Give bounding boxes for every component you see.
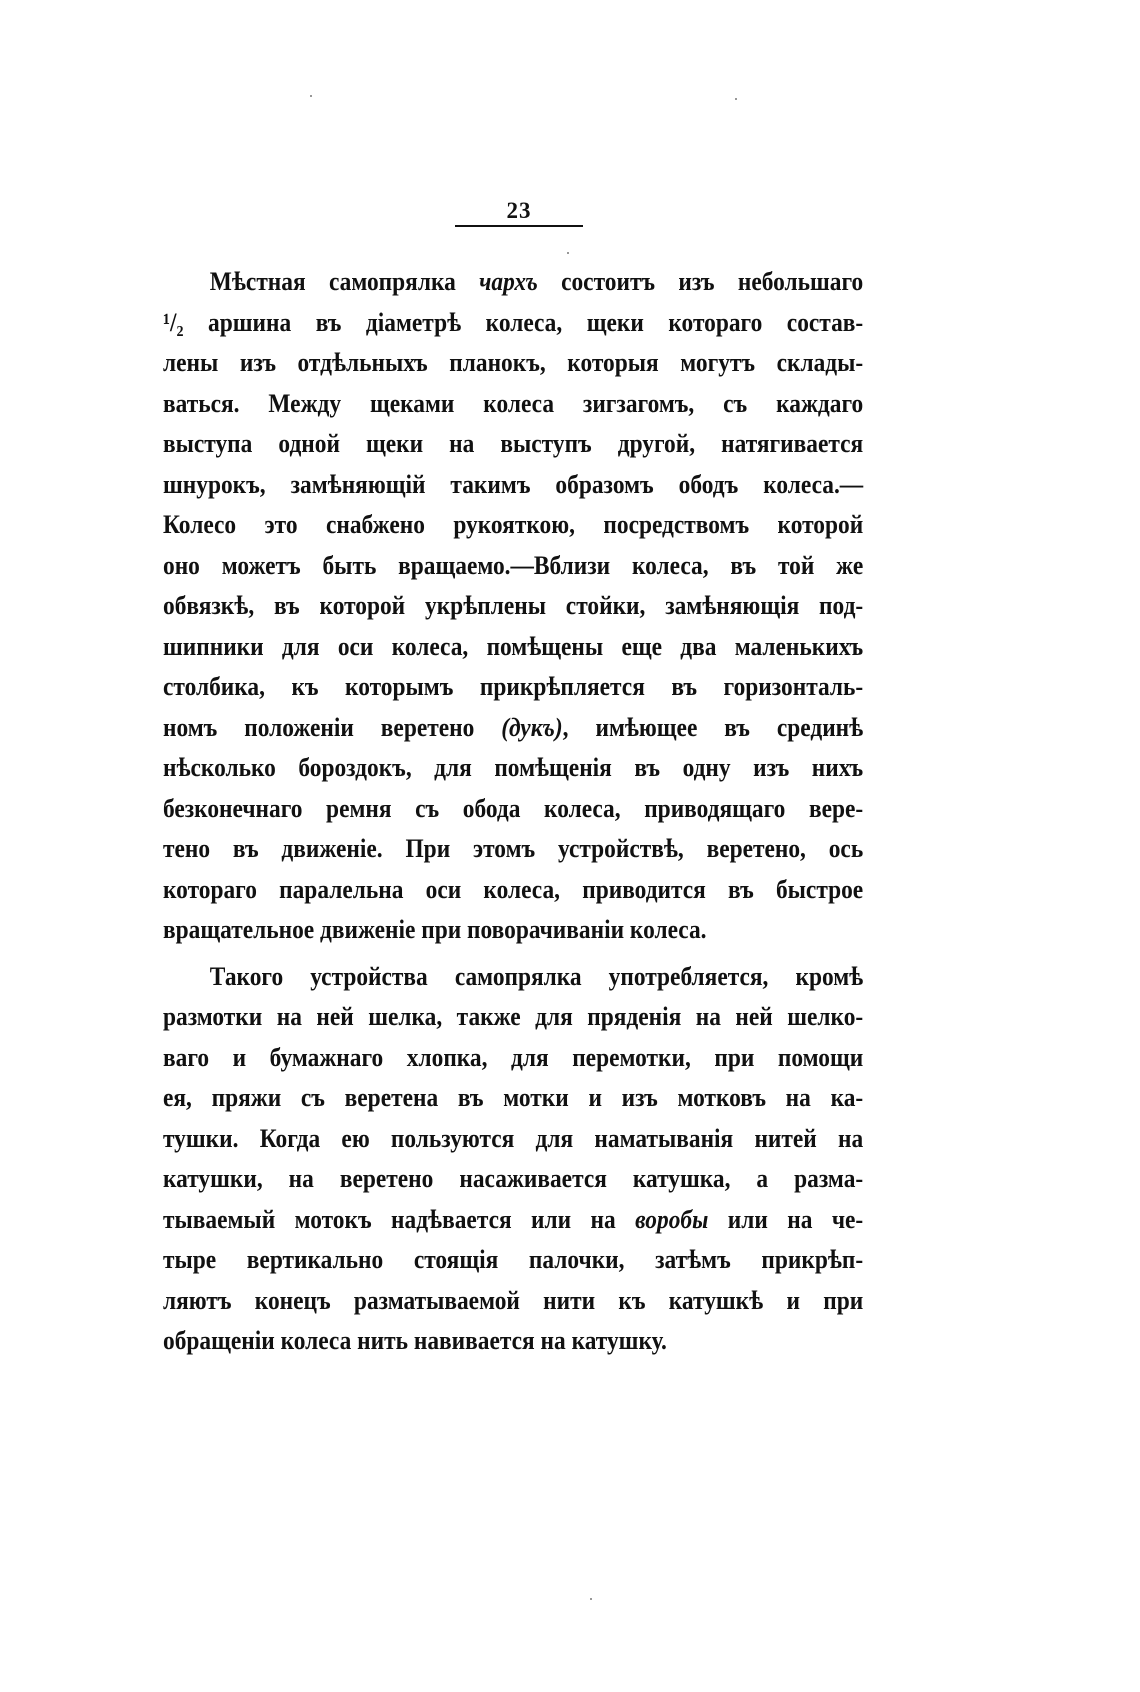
- text-run: ея, пряжи съ веретена въ мотки и изъ мотковъ на ка-: [163, 1083, 864, 1112]
- paper-speck: [310, 95, 312, 97]
- text-run: ваго и бумажнаго хлопка, для перемотки, при помощи: [163, 1042, 864, 1072]
- text-line: [163, 586, 863, 627]
- text-line: [163, 1119, 863, 1160]
- text-line: [163, 1321, 863, 1362]
- text-run: шипники для оси колеса, помѣщены еще два маленькихъ: [163, 631, 864, 661]
- text-run: обращеніи колеса нить навивается на катушку.: [163, 1326, 667, 1355]
- text-run: выступа одной щеки на выступъ другой, натягивается: [163, 429, 864, 458]
- page-number: 23: [506, 198, 532, 223]
- text-line: [163, 910, 863, 951]
- text-run: столбика, къ которымъ прикрѣпляется въ горизонталь-: [163, 672, 864, 701]
- text-run: номъ положеніи веретено: [163, 712, 502, 742]
- text-line: [163, 627, 863, 668]
- text-line: [163, 748, 863, 789]
- text-run: лены изъ отдѣльныхъ планокъ, которыя могутъ склады-: [163, 348, 864, 377]
- text-line: [163, 465, 863, 506]
- text-line: [163, 505, 863, 546]
- text-run: или на че-: [708, 1204, 864, 1234]
- text-run: Мѣстная самопрялка: [209, 267, 480, 296]
- text-line: [163, 303, 863, 344]
- text-line: [163, 1038, 863, 1079]
- text-run: состоитъ изъ небольшаго: [537, 267, 864, 296]
- text-line: [163, 1200, 863, 1241]
- text-run: катушки, на веретено насаживается катушка, а разма-: [163, 1164, 864, 1193]
- text-run: вращательное движеніе при поворачиваніи колеса.: [163, 915, 707, 944]
- text-line: [163, 870, 863, 911]
- text-run: шнурокъ, замѣняющій такимъ образомъ ободъ колеса.—: [163, 469, 864, 499]
- text-run: оно можетъ быть вращаемо.—Вблизи колеса, въ той же: [163, 550, 864, 580]
- body-text: [163, 262, 863, 1362]
- text-line: [163, 343, 863, 384]
- paragraph: [163, 262, 863, 951]
- text-run: котораго паралельна оси колеса, приводится въ быстрое: [163, 874, 864, 904]
- text-run: безконечнаго ремня съ обода колеса, приводящаго вере-: [163, 793, 864, 823]
- italic-term: воробы: [635, 1204, 709, 1234]
- text-run: тываемый мотокъ надѣвается или на: [163, 1204, 636, 1234]
- text-line: [163, 667, 863, 708]
- text-run: Такого устройства самопрялка употребляется, кромѣ: [209, 961, 864, 991]
- text-line: [163, 546, 863, 587]
- text-line: [163, 1078, 863, 1119]
- paper-speck: [567, 252, 569, 254]
- text-line: [163, 789, 863, 830]
- paper-speck: [735, 98, 737, 100]
- text-line: [163, 1281, 863, 1322]
- text-run: тушки. Когда ею пользуются для наматыванія нитей на: [163, 1123, 864, 1153]
- text-line: [163, 997, 863, 1038]
- text-line: [163, 384, 863, 425]
- text-line: [163, 262, 863, 303]
- text-run: ¹/₂ аршина въ діаметрѣ колеса, щеки котораго состав-: [163, 307, 864, 337]
- text-line: [163, 957, 863, 998]
- text-run: Колесо это снабжено рукояткою, посредствомъ которой: [163, 510, 864, 539]
- paper-speck: [590, 1598, 592, 1600]
- text-run: нѣсколько бороздокъ, для помѣщенія въ одну изъ нихъ: [163, 753, 864, 782]
- text-run: размотки на ней шелка, также для пряденія на ней шелко-: [163, 1002, 864, 1031]
- text-run: обвязкѣ, въ которой укрѣплены стойки, замѣняющія под-: [163, 591, 864, 620]
- text-line: [163, 829, 863, 870]
- text-run: ляютъ конецъ разматываемой нити къ катушкѣ и при: [163, 1285, 864, 1315]
- italic-term: чархъ: [479, 267, 538, 296]
- text-line: [163, 1159, 863, 1200]
- text-line: [163, 708, 863, 749]
- text-line: [163, 424, 863, 465]
- italic-term: (дукъ): [501, 712, 563, 742]
- text-run: , имѣющее въ срединѣ: [562, 712, 864, 742]
- text-run: тыре вертикально стоящія палочки, затѣмъ прикрѣп-: [163, 1245, 864, 1274]
- text-run: тено въ движеніе. При этомъ устройствѣ, веретено, ось: [163, 834, 864, 863]
- text-run: ваться. Между щеками колеса зигзагомъ, съ каждаго: [163, 388, 864, 418]
- text-line: [163, 1240, 863, 1281]
- page-number-rule: [455, 225, 583, 227]
- paragraph: [163, 957, 863, 1362]
